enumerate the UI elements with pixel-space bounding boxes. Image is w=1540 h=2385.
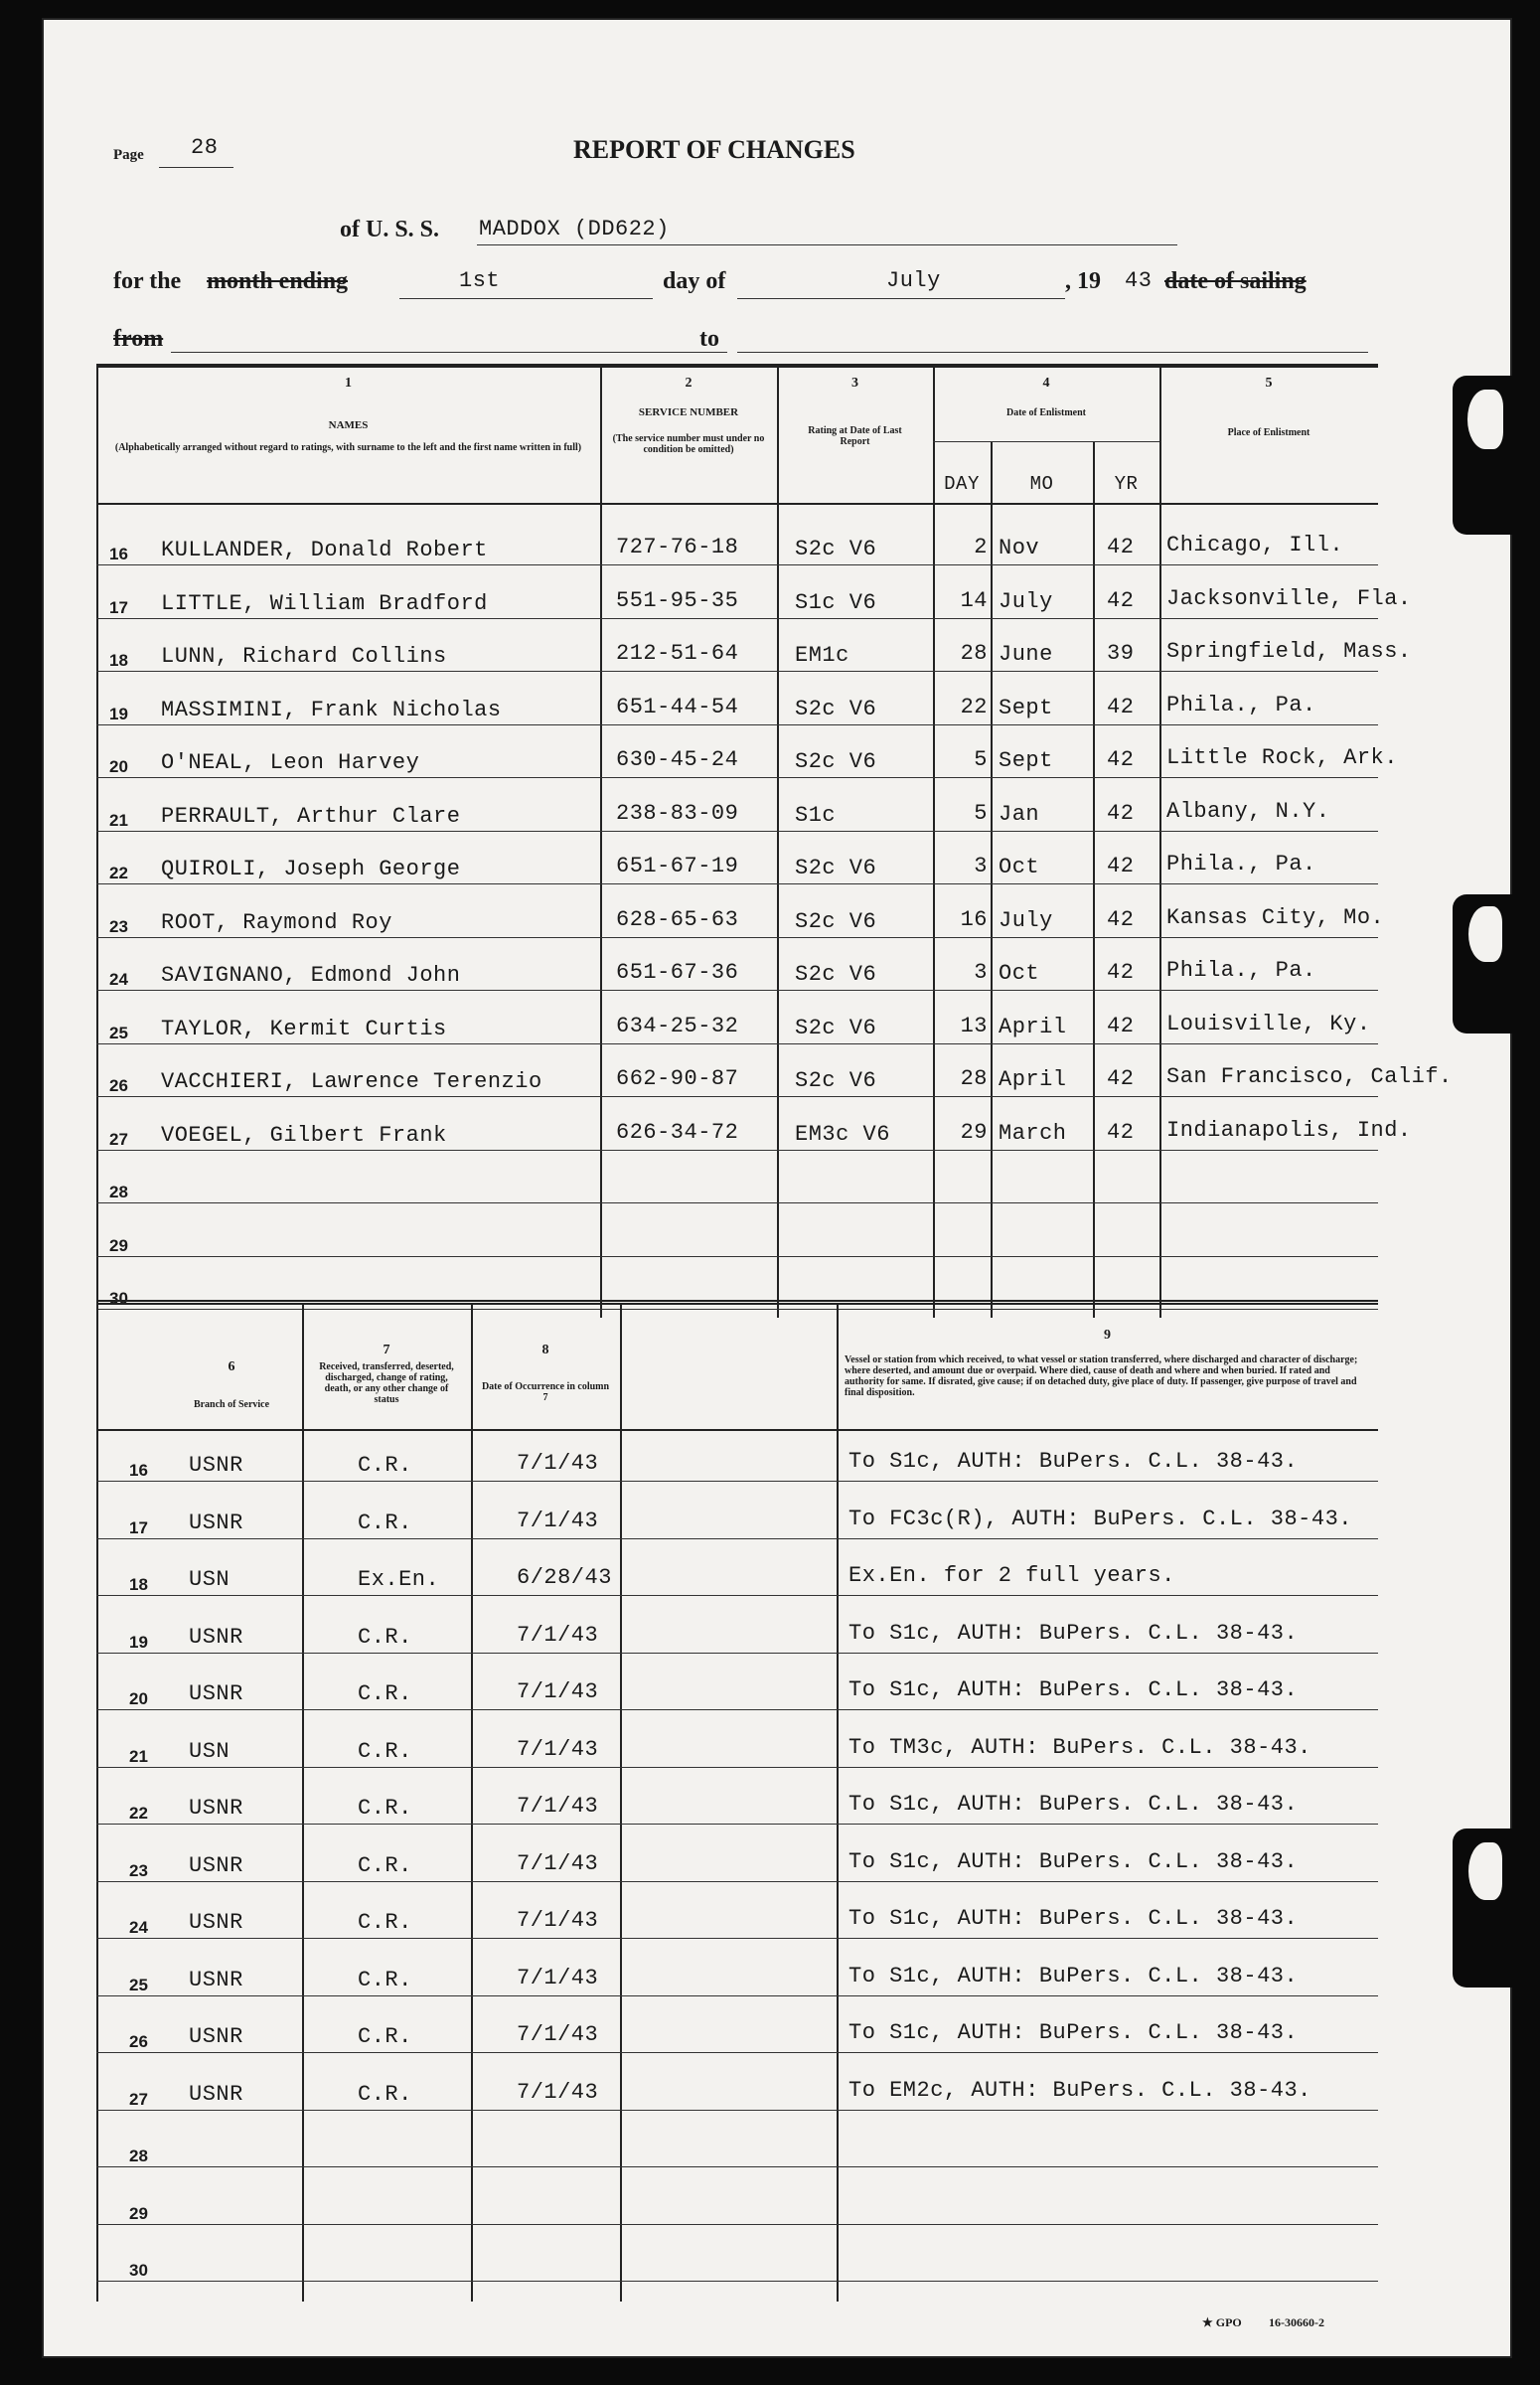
occurrence-date: 7/1/43 <box>517 1679 599 1704</box>
year-value: 43 <box>1125 268 1153 293</box>
occurrence-date: 6/28/43 <box>517 1565 612 1590</box>
service-number: 634-25-32 <box>616 1013 739 1038</box>
enlist-day: 5 <box>974 747 988 772</box>
rating: S1c V6 <box>795 589 877 615</box>
line-number: 29 <box>109 1235 128 1255</box>
line-number: 20 <box>129 1689 148 1708</box>
enlist-year: 42 <box>1107 854 1135 878</box>
enlist-place: Albany, N.Y. <box>1166 798 1330 824</box>
person-name: KULLANDER, Donald Robert <box>161 538 488 562</box>
row-rule <box>96 1595 1378 1596</box>
change-of-status: C.R. <box>358 1796 412 1821</box>
enlist-day: 16 <box>960 906 988 932</box>
col3-number: 3 <box>851 376 858 391</box>
occurrence-date: 7/1/43 <box>517 1451 599 1476</box>
change-of-status: C.R. <box>358 1738 412 1764</box>
change-of-status: C.R. <box>358 1453 412 1478</box>
rating: S2c V6 <box>795 696 877 721</box>
person-name: PERRAULT, Arthur Clare <box>161 803 461 829</box>
change-of-status: Ex.En. <box>358 1567 440 1592</box>
remarks: To S1c, AUTH: BuPers. C.L. 38-43. <box>848 1677 1299 1702</box>
enlist-month: Jan <box>999 801 1040 827</box>
enlist-month: April <box>999 1067 1067 1092</box>
remarks: To S1c, AUTH: BuPers. C.L. 38-43. <box>848 1620 1299 1646</box>
person-name: QUIROLI, Joseph George <box>161 857 461 881</box>
remarks: To S1c, AUTH: BuPers. C.L. 38-43. <box>848 1449 1299 1474</box>
line-number: 17 <box>129 1517 148 1537</box>
remarks: To EM2c, AUTH: BuPers. C.L. 38-43. <box>848 2077 1311 2103</box>
enlist-place: Phila., Pa. <box>1166 852 1316 876</box>
enlist-place: Kansas City, Mo. <box>1166 904 1385 930</box>
row-rule <box>96 564 1378 565</box>
change-of-status: C.R. <box>358 1852 412 1878</box>
line-number: 28 <box>109 1183 128 1201</box>
line-number: 24 <box>109 970 128 989</box>
enlist-day: 2 <box>974 535 988 559</box>
form-code: 16-30660-2 <box>1269 2315 1324 2329</box>
branch-of-service: USNR <box>189 1910 243 1935</box>
col8-title: Date of Occurrence in column 7 <box>481 1381 610 1403</box>
line-number: 19 <box>109 704 128 723</box>
row-rule <box>96 1096 1378 1097</box>
change-of-status: C.R. <box>358 2081 412 2107</box>
enlist-year: 42 <box>1107 1013 1135 1038</box>
day-of-label: day of <box>663 268 726 294</box>
line-number: 23 <box>129 1860 148 1880</box>
branch-of-service: USNR <box>189 1453 243 1478</box>
remarks: To S1c, AUTH: BuPers. C.L. 38-43. <box>848 1848 1299 1874</box>
line-number: 26 <box>109 1076 128 1095</box>
row-rule <box>96 1043 1378 1044</box>
gpo-mark: ★ GPO <box>1202 2315 1242 2329</box>
page-number: 28 <box>191 135 219 160</box>
occurrence-date: 7/1/43 <box>517 1794 599 1819</box>
col1-note: (Alphabetically arranged without regard to ratings, with surname to the left and the first name written in full) <box>114 442 582 453</box>
line-number: 18 <box>129 1575 148 1594</box>
enlist-year: 42 <box>1107 1066 1135 1091</box>
person-name: O'NEAL, Leon Harvey <box>161 750 420 775</box>
occurrence-date: 7/1/43 <box>517 1622 599 1648</box>
enlist-month: Sept <box>999 695 1053 720</box>
line-number: 21 <box>109 810 128 830</box>
service-number: 630-45-24 <box>616 747 739 772</box>
ship-name: MADDOX (DD622) <box>479 217 670 241</box>
change-of-status: C.R. <box>358 1510 412 1535</box>
line-number: 24 <box>129 1918 148 1937</box>
from-label: from <box>113 326 164 352</box>
col7-title: Received, transferred, deserted, discharged, change of rating, death, or any other change of status <box>319 1361 454 1405</box>
enlist-day: 14 <box>960 587 988 613</box>
enlist-month: July <box>999 907 1053 933</box>
remarks: To S1c, AUTH: BuPers. C.L. 38-43. <box>848 2020 1299 2045</box>
line-number: 29 <box>129 2203 148 2223</box>
enlist-place: Springfield, Mass. <box>1166 639 1412 664</box>
enlist-month: Oct <box>999 855 1040 879</box>
row-rule <box>96 1481 1378 1482</box>
enlist-day: 28 <box>960 641 988 666</box>
line-number: 20 <box>109 757 128 776</box>
row-rule <box>96 1202 1378 1203</box>
occurrence-date: 7/1/43 <box>517 2022 599 2047</box>
change-of-status: C.R. <box>358 1910 412 1935</box>
enlist-year: 42 <box>1107 906 1135 932</box>
line-number: 26 <box>129 2032 148 2051</box>
col4-mo-header: MO <box>1029 473 1054 495</box>
enlist-day: 28 <box>960 1066 988 1091</box>
col1-number: 1 <box>345 376 352 391</box>
remarks: Ex.En. for 2 full years. <box>848 1563 1175 1588</box>
col5-title: Place of Enlistment <box>1227 427 1310 438</box>
row-rule <box>96 1709 1378 1710</box>
to-label: to <box>699 326 719 352</box>
service-number: 662-90-87 <box>616 1066 739 1091</box>
line-number: 22 <box>109 864 128 882</box>
line-number: 27 <box>109 1129 128 1149</box>
col4-day-header: DAY <box>944 473 980 495</box>
line-number: 21 <box>129 1746 148 1766</box>
line-number: 16 <box>129 1461 148 1480</box>
branch-of-service: USNR <box>189 1796 243 1821</box>
rating: S1c <box>795 802 837 828</box>
enlist-place: Chicago, Ill. <box>1166 533 1344 557</box>
enlist-place: Jacksonville, Fla. <box>1166 585 1412 611</box>
line-number: 28 <box>129 2146 148 2165</box>
branch-of-service: USNR <box>189 1967 243 1992</box>
person-name: VOEGEL, Gilbert Frank <box>161 1122 447 1148</box>
remarks: To S1c, AUTH: BuPers. C.L. 38-43. <box>848 1906 1299 1931</box>
rating: S2c V6 <box>795 856 877 880</box>
enlist-year: 42 <box>1107 587 1135 613</box>
enlist-day: 29 <box>960 1119 988 1145</box>
branch-of-service: USNR <box>189 2081 243 2107</box>
occurrence-date: 7/1/43 <box>517 1736 599 1762</box>
enlist-year: 42 <box>1107 800 1135 826</box>
enlist-day: 22 <box>960 694 988 719</box>
occurrence-date: 7/1/43 <box>517 1850 599 1876</box>
rating: S2c V6 <box>795 749 877 774</box>
col6-title: Branch of Service <box>193 1399 270 1410</box>
struck-date-of-sailing: date of sailing <box>1164 268 1307 294</box>
enlist-month: April <box>999 1014 1067 1039</box>
service-number: 651-67-19 <box>616 854 739 878</box>
enlist-day: 13 <box>960 1013 988 1038</box>
line-number: 27 <box>129 2089 148 2109</box>
remarks: To FC3c(R), AUTH: BuPers. C.L. 38-43. <box>848 1506 1352 1531</box>
occurrence-date: 7/1/43 <box>517 1908 599 1933</box>
row-rule <box>96 1538 1378 1539</box>
person-name: LITTLE, William Bradford <box>161 590 488 616</box>
struck-month-ending: month ending <box>207 268 349 294</box>
enlist-year: 42 <box>1107 747 1135 772</box>
line-number: 25 <box>109 1023 128 1042</box>
col5-number: 5 <box>1265 376 1273 391</box>
enlist-day: 3 <box>974 854 988 878</box>
branch-of-service: USN <box>189 1567 231 1592</box>
line-number: 25 <box>129 1975 148 1994</box>
branch-of-service: USNR <box>189 2024 243 2049</box>
row-rule <box>96 1938 1378 1939</box>
remarks: To S1c, AUTH: BuPers. C.L. 38-43. <box>848 1792 1299 1817</box>
person-name: ROOT, Raymond Roy <box>161 909 392 935</box>
line-number: 17 <box>109 597 128 617</box>
line-number: 30 <box>129 2261 148 2280</box>
row-rule <box>96 777 1378 778</box>
col1-title: NAMES <box>328 419 369 431</box>
enlist-place: Phila., Pa. <box>1166 958 1316 983</box>
col6-number: 6 <box>228 1359 235 1374</box>
page-label: Page <box>113 147 144 163</box>
col4-yr-header: YR <box>1114 473 1139 495</box>
enlist-year: 39 <box>1107 641 1135 666</box>
ship-label: of U. S. S. <box>340 217 440 242</box>
row-rule <box>96 2052 1378 2053</box>
enlist-place: Little Rock, Ark. <box>1166 745 1398 770</box>
col3-title: Rating at Date of Last Report <box>808 425 902 447</box>
enlist-place: San Francisco, Calif. <box>1166 1064 1453 1089</box>
rating: EM1c <box>795 643 849 668</box>
rating: S2c V6 <box>795 537 877 561</box>
enlist-year: 42 <box>1107 960 1135 985</box>
row-rule <box>96 2281 1378 2282</box>
enlist-month: Oct <box>999 961 1040 986</box>
service-number: 626-34-72 <box>616 1119 739 1145</box>
person-name: VACCHIERI, Lawrence Terenzio <box>161 1069 542 1094</box>
line-number: 22 <box>129 1804 148 1823</box>
rating: S2c V6 <box>795 908 877 934</box>
line-number: 16 <box>109 545 128 563</box>
row-rule <box>96 990 1378 991</box>
report-title: REPORT OF CHANGES <box>573 135 855 164</box>
enlist-year: 42 <box>1107 694 1135 719</box>
col2-number: 2 <box>685 376 693 391</box>
occurrence-date: 7/1/43 <box>517 2079 599 2105</box>
col2-note: (The service number must under no condition be omitted) <box>612 433 765 455</box>
branch-of-service: USNR <box>189 1624 243 1650</box>
enlist-month: July <box>999 588 1053 614</box>
row-rule <box>96 1767 1378 1768</box>
line-number: 23 <box>109 916 128 936</box>
enlist-month: March <box>999 1120 1067 1146</box>
col9-number: 9 <box>1104 1328 1111 1343</box>
enlist-day: 3 <box>974 960 988 985</box>
row-rule <box>96 1881 1378 1882</box>
enlist-month: June <box>999 642 1053 667</box>
col9-title: Vessel or station from which received, to what vessel or station transferred, where discharged and character of discharge; where deserted, and amount due or overpaid. Where died, cause of death and where and when buried. If rated and authority for same. If disrated, give cause; if on detached duty, give place of duty. If passenger, give purpose of travel and final disposition. <box>845 1354 1358 1398</box>
person-name: TAYLOR, Kermit Curtis <box>161 1016 447 1041</box>
row-rule <box>96 831 1378 832</box>
enlist-place: Phila., Pa. <box>1166 692 1316 717</box>
row-rule <box>96 724 1378 725</box>
enlist-day: 5 <box>974 800 988 826</box>
year-prefix: , 19 <box>1065 268 1101 294</box>
enlist-year: 42 <box>1107 535 1135 559</box>
occurrence-date: 7/1/43 <box>517 1508 599 1533</box>
rating: S2c V6 <box>795 1015 877 1040</box>
service-number: 238-83-09 <box>616 800 739 826</box>
row-rule <box>96 2166 1378 2167</box>
row-rule <box>96 1256 1378 1257</box>
row-rule <box>96 671 1378 672</box>
service-number: 651-44-54 <box>616 694 739 719</box>
service-number: 212-51-64 <box>616 641 739 666</box>
service-number: 651-67-36 <box>616 960 739 985</box>
occurrence-date: 7/1/43 <box>517 1965 599 1990</box>
branch-of-service: USNR <box>189 1510 243 1535</box>
person-name: SAVIGNANO, Edmond John <box>161 963 461 988</box>
col8-number: 8 <box>541 1343 549 1357</box>
row-rule <box>96 1824 1378 1825</box>
col2-title: SERVICE NUMBER <box>638 406 739 418</box>
enlist-place: Louisville, Ky. <box>1166 1011 1371 1036</box>
enlist-month: Nov <box>999 536 1040 560</box>
enlist-place: Indianapolis, Ind. <box>1166 1117 1412 1143</box>
for-the-label: for the <box>113 268 182 294</box>
document-page <box>42 18 1512 2358</box>
line-number: 18 <box>109 651 128 670</box>
row-rule <box>96 2224 1378 2225</box>
row-rule <box>96 1995 1378 1996</box>
day-value: 1st <box>459 268 501 293</box>
row-rule <box>96 1150 1378 1151</box>
person-name: LUNN, Richard Collins <box>161 644 447 669</box>
month-value: July <box>886 268 941 293</box>
change-of-status: C.R. <box>358 1624 412 1650</box>
branch-of-service: USNR <box>189 1852 243 1878</box>
row-rule <box>96 883 1378 884</box>
col4-title: Date of Enlistment <box>1006 407 1086 418</box>
line-number: 30 <box>109 1289 128 1308</box>
enlist-year: 42 <box>1107 1119 1135 1145</box>
row-rule <box>96 937 1378 938</box>
rating: EM3c V6 <box>795 1121 890 1147</box>
col7-number: 7 <box>383 1343 390 1357</box>
person-name: MASSIMINI, Frank Nicholas <box>161 697 502 722</box>
row-rule <box>96 1653 1378 1654</box>
service-number: 727-76-18 <box>616 535 739 559</box>
row-rule <box>96 2110 1378 2111</box>
line-number: 19 <box>129 1632 148 1652</box>
service-number: 551-95-35 <box>616 587 739 613</box>
branch-of-service: USN <box>189 1738 231 1764</box>
col4-number: 4 <box>1042 376 1050 391</box>
row-rule <box>96 618 1378 619</box>
remarks: To S1c, AUTH: BuPers. C.L. 38-43. <box>848 1963 1299 1988</box>
rating: S2c V6 <box>795 962 877 987</box>
branch-of-service: USNR <box>189 1681 243 1706</box>
change-of-status: C.R. <box>358 2024 412 2049</box>
service-number: 628-65-63 <box>616 906 739 932</box>
enlist-month: Sept <box>999 748 1053 773</box>
row-rule <box>96 1309 1378 1310</box>
remarks: To TM3c, AUTH: BuPers. C.L. 38-43. <box>848 1734 1311 1760</box>
rating: S2c V6 <box>795 1068 877 1093</box>
change-of-status: C.R. <box>358 1967 412 1992</box>
change-of-status: C.R. <box>358 1681 412 1706</box>
